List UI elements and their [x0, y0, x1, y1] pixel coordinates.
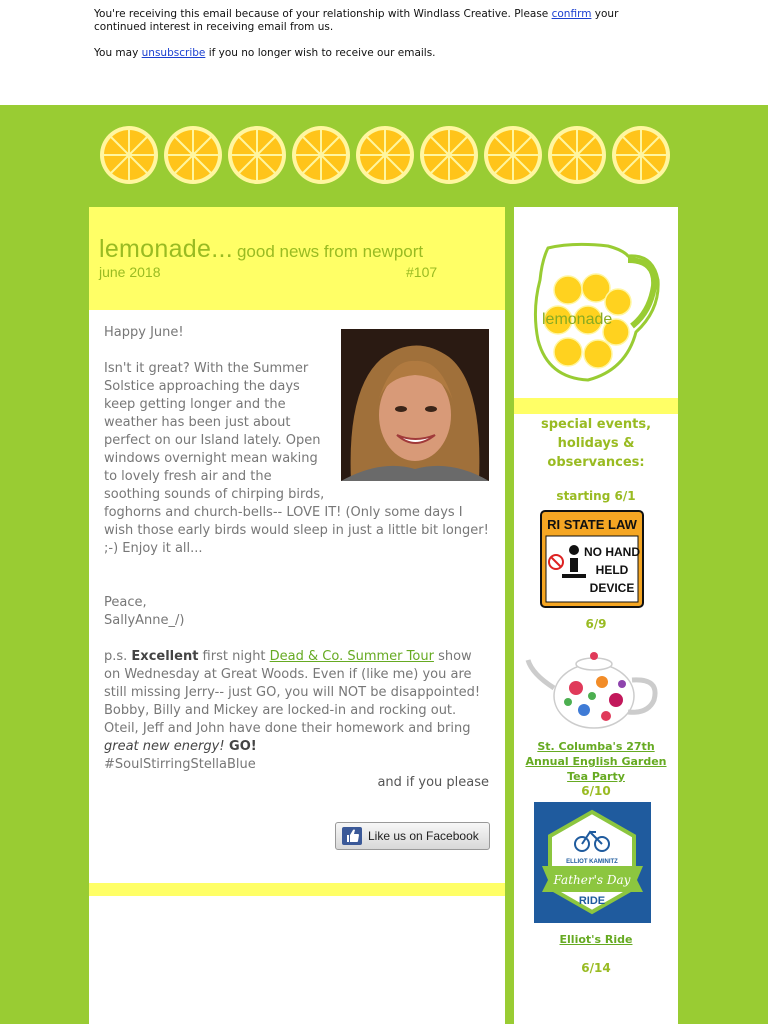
issue-number: #107 [406, 264, 438, 280]
newsletter-subtitle: good news from newport [236, 242, 424, 261]
svg-text:RIDE: RIDE [578, 895, 606, 907]
lemon-banner [99, 125, 671, 185]
lemonade-pitcher-icon [528, 240, 663, 385]
newsletter-title: lemonade... good news from newport [99, 235, 424, 263]
svg-text:ELLIOT KAMINITZ: ELLIOT KAMINITZ [566, 859, 618, 865]
lemon-slice-icon [483, 125, 543, 185]
author-photo [341, 329, 489, 481]
next-section-box [89, 896, 505, 1024]
lemon-slice-icon [355, 125, 415, 185]
no-hand-held-device-sign [540, 510, 644, 608]
event1-date: starting 6/1 [556, 489, 636, 503]
lemon-slice-icon [419, 125, 479, 185]
svg-text:HELD: HELD [595, 563, 629, 577]
elliots-ride-link[interactable]: Elliot's Ride [559, 933, 633, 946]
email-notice: You're receiving this email because of your relationship with Windlass Creative. Please confirm your continued interest in receiving email from us. You may unsubscribe if you no longer wish to receive our emails. [94, 8, 619, 59]
confirm-link[interactable]: confirm [551, 8, 592, 20]
lemon-slice-icon [99, 125, 159, 185]
lemon-slice-icon [227, 125, 287, 185]
hashtag: #SoulStirringStellaBlue [104, 757, 256, 772]
svg-text:Father's Day: Father's Day [553, 873, 631, 887]
greeting: Happy June! [104, 325, 184, 340]
event3-date: 6/10 [581, 784, 611, 798]
lemon-slice-icon [291, 125, 351, 185]
intro-paragraph: Isn't it great? With the Summer Solstice approaching the days keep getting longer and the weather has been just about perfect on our Island lately. Open windows overnight mean waking to lovely fresh air and the soothing sounds of chirping birds, foghorns and church-bells-- LOVE IT! (Only some days I wish those early birds would sleep in just a little bit longer! ;-) Enjoy it all... [104, 361, 489, 556]
svg-text:NO HAND: NO HAND [584, 545, 640, 559]
issue-date: june 2018 [99, 264, 161, 280]
pitcher-logo-word: lemonade [542, 311, 613, 328]
facebook-like-button[interactable]: Like us on Facebook [335, 822, 490, 850]
event2-date: 6/9 [585, 617, 607, 631]
fathers-day-ride-logo [534, 802, 651, 923]
events-heading: special events, holidays & observances: [540, 417, 652, 470]
teapot-image [524, 638, 664, 733]
dead-and-co-link[interactable]: Dead & Co. Summer Tour [269, 649, 434, 664]
unsubscribe-link[interactable]: unsubscribe [141, 47, 206, 59]
ps-paragraph: p.s. Excellent first night Dead & Co. Summer Tour show on Wednesday at Great Woods. Even if (like me) you are still missing Jerry-- just GO, you will NOT be disappointed! Bobby, Billy and Mickey are locked-in and rocking out. Oteil, Jeff and John have done their homework and bring great new energy! GO! [104, 649, 481, 754]
please-text: and if you please [377, 775, 489, 790]
tea-party-link[interactable]: St. Columba's 27th Annual English Garden Tea Party [525, 740, 667, 783]
lemon-slice-icon [163, 125, 223, 185]
event4-date: 6/14 [581, 961, 611, 975]
svg-text:RI STATE LAW: RI STATE LAW [547, 517, 637, 532]
signoff: Peace, [104, 595, 147, 610]
letter-body [104, 324, 489, 792]
signature: SallyAnne_/) [104, 613, 185, 628]
thumbs-up-icon [342, 827, 362, 845]
svg-text:DEVICE: DEVICE [589, 581, 635, 595]
lemon-slice-icon [611, 125, 671, 185]
lemon-slice-icon [547, 125, 607, 185]
sidebar-divider [514, 398, 678, 414]
